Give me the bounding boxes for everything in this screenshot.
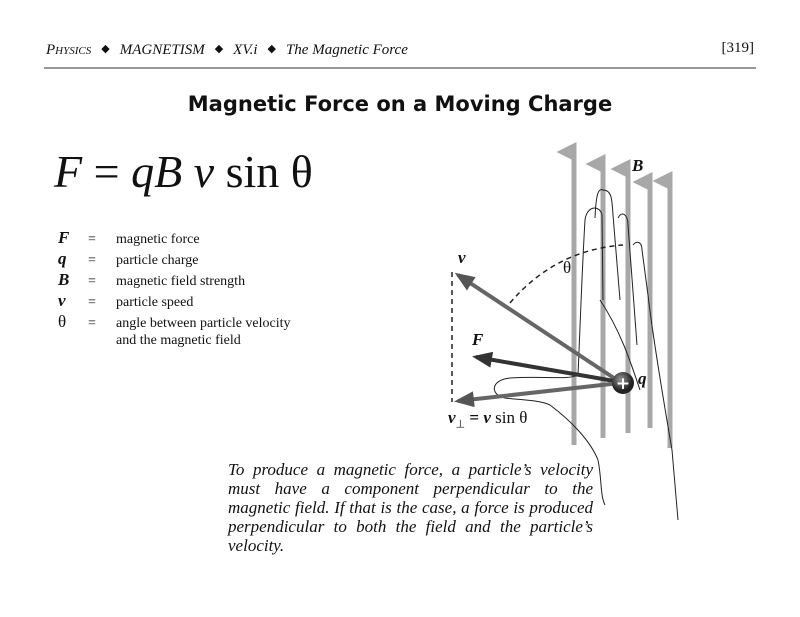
q-label: q bbox=[638, 369, 647, 388]
vperp-label: $v_\perp = v$ sin θ bbox=[448, 408, 528, 431]
bullet-icon: ◆ bbox=[101, 43, 110, 55]
theta-label: θ bbox=[563, 258, 572, 277]
bullet-icon: ◆ bbox=[267, 43, 276, 55]
b-label: B bbox=[632, 156, 644, 175]
header-section: XV.i bbox=[233, 42, 258, 58]
v-label: v bbox=[458, 248, 466, 267]
legend-item: F = magnetic force bbox=[58, 228, 200, 247]
vperp-arrow bbox=[458, 383, 620, 401]
header-topic: The Magnetic Force bbox=[285, 42, 408, 58]
legend-item: θ = angle between particle velocity bbox=[58, 312, 291, 331]
f-label: F bbox=[472, 330, 484, 349]
legend-item-continued: and the magnetic field bbox=[116, 333, 241, 348]
force-equation: F = qB v sin θ bbox=[54, 146, 313, 197]
page-number: [319] bbox=[721, 40, 754, 56]
bullet-icon: ◆ bbox=[214, 43, 224, 55]
header-chapter: MAGNETISM bbox=[119, 42, 205, 58]
plus-icon: + bbox=[615, 374, 631, 394]
header-subject: Physics bbox=[46, 42, 92, 58]
legend-item: v = particle speed bbox=[58, 291, 194, 310]
field-lines-B bbox=[574, 152, 670, 448]
legend-item: B = magnetic field strength bbox=[58, 270, 246, 289]
slide-title: Magnetic Force on a Moving Charge bbox=[187, 92, 613, 116]
caption: To produce a magnetic force, a particle’s velocity must have a component perpendicular to the magnetic field. If that is the case, a force is produced perpendicular to both the field and the particle’s velocity. bbox=[228, 460, 593, 555]
legend-item: q = particle charge bbox=[58, 249, 199, 268]
